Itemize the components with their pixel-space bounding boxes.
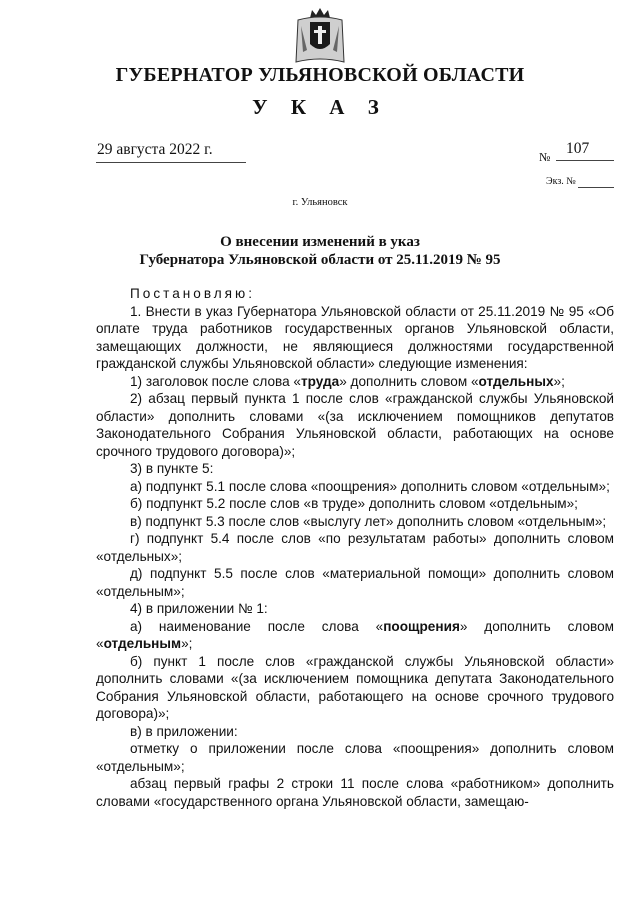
paragraph-subitem-3c: в) подпункт 5.3 после слов «выслугу лет» дополнить словом «отдельным»; bbox=[130, 513, 607, 529]
paragraph-subitem-3b: б) подпункт 5.2 после слов «в труде» дополнить словом «отдельным»; bbox=[130, 496, 578, 511]
copy-number-label: Экз. № bbox=[546, 176, 576, 187]
city: г. Ульяновск bbox=[292, 197, 348, 208]
text: » дополнить словом « bbox=[96, 618, 614, 651]
decree-formula: Постановляю: bbox=[130, 286, 256, 301]
document-type: У К А З bbox=[252, 95, 388, 119]
paragraph-subitem-4c-1: отметку о приложении после слова «поощрения» дополнить словом «отдельным»; bbox=[96, 741, 614, 774]
document-number: 107 bbox=[566, 140, 590, 157]
text: 1) заголовок после слова « bbox=[130, 373, 301, 389]
paragraph-subitem-3e: д) подпункт 5.5 после слов «материальной помощи» дополнить словом «отдельным»; bbox=[96, 566, 614, 599]
paragraph-subitem-3: 3) в пункте 5: bbox=[130, 461, 214, 476]
bold-text: отдельным bbox=[103, 636, 182, 651]
coat-of-arms-icon bbox=[293, 6, 347, 68]
text: а) наименование после слова « bbox=[130, 618, 384, 634]
date-underline bbox=[96, 162, 246, 163]
bold-text: отдельных bbox=[478, 373, 554, 389]
paragraph-subitem-4c-2: абзац первый графы 2 строки 11 после слова «работником» дополнить словами «государственного органа Ульяновской области, замещаю- bbox=[96, 776, 614, 809]
bold-text: поощрения bbox=[383, 618, 460, 634]
copy-number-underline bbox=[578, 187, 614, 188]
paragraph-subitem-4: 4) в приложении № 1: bbox=[130, 601, 268, 616]
paragraph-subitem-3a: а) подпункт 5.1 после слова «поощрения» дополнить словом «отдельным»; bbox=[130, 478, 610, 494]
paragraph-subitem-2: 2) абзац первый пункта 1 после слов «гражданской службы Ульяновской области» дополнить словами «(за исключением помощников депутатов Законодательного Собрания Ульяновской области, работающих на основе срочного трудового договора)»; bbox=[96, 391, 614, 459]
text: »; bbox=[553, 373, 565, 389]
document-subject bbox=[0, 233, 640, 269]
text: » дополнить словом « bbox=[339, 373, 479, 389]
subject-line-2: Губернатора Ульяновской области от 25.11.2019 № 95 bbox=[139, 252, 501, 268]
paragraph-subitem-3d: г) подпункт 5.4 после слов «по результатам работы» дополнить словом «отдельных»; bbox=[96, 531, 614, 564]
paragraph-subitem-4c: в) в приложении: bbox=[130, 723, 238, 739]
paragraph-item-1: 1. Внести в указ Губернатора Ульяновской области от 25.11.2019 № 95 «Об оплате труда работников государственных органов Ульяновской области, замещающих должности, не являющиеся должностями государственной гражданской службы Ульяновской области» следующие изменения: bbox=[96, 303, 614, 371]
paragraph-subitem-1 bbox=[96, 373, 614, 391]
document-body bbox=[96, 285, 614, 810]
issuer-title: ГУБЕРНАТОР УЛЬЯНОВСКОЙ ОБЛАСТИ bbox=[115, 64, 525, 86]
text: »; bbox=[181, 636, 193, 651]
paragraph-subitem-4b: б) пункт 1 после слов «гражданской службы Ульяновской области» дополнить словами «(за исключением помощника депутата Законодательного Собрания Ульяновской области, работающего на основе срочного трудового договора)»; bbox=[96, 653, 614, 721]
number-underline bbox=[556, 160, 614, 161]
paragraph-subitem-4a bbox=[96, 618, 614, 653]
number-sign: № bbox=[539, 150, 551, 164]
subject-line-1: О внесении изменений в указ bbox=[220, 234, 420, 250]
bold-text: труда bbox=[300, 373, 340, 389]
document-date: 29 августа 2022 г. bbox=[97, 141, 213, 158]
